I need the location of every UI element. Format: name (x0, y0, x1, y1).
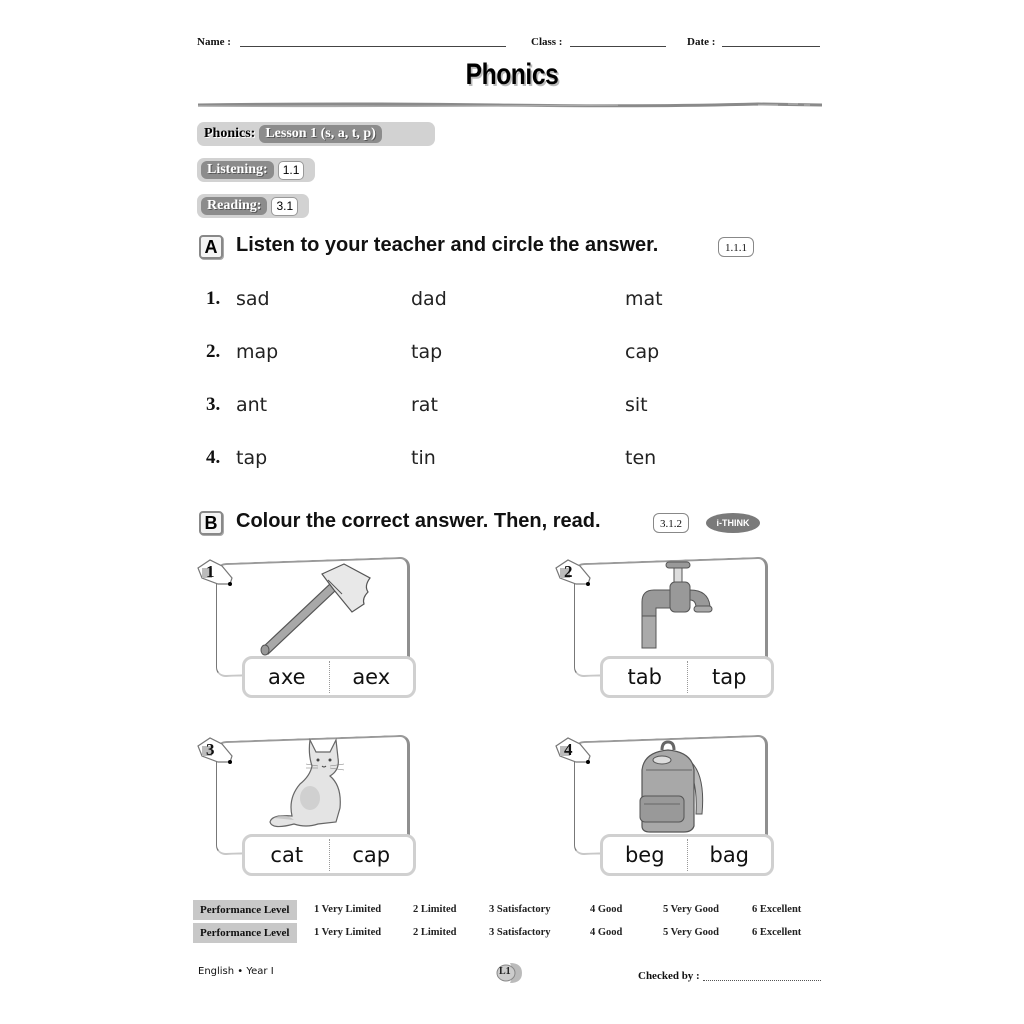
number-tag-icon (196, 736, 236, 766)
performance-level[interactable]: 3 Satisfactory (489, 904, 551, 915)
performance-level[interactable]: 2 Limited (413, 927, 457, 938)
checked-by-field[interactable] (703, 980, 821, 981)
page-title: Phonics (465, 58, 559, 91)
picture-card-4 (554, 730, 774, 880)
page-code-badge (496, 962, 524, 984)
performance-level[interactable]: 5 Very Good (663, 927, 720, 938)
answer-option[interactable]: cat (270, 843, 304, 867)
performance-label: Performance Level (193, 900, 297, 920)
phonics-badge (197, 122, 435, 146)
subject-label: English • Year I (198, 966, 274, 977)
date-label: Date : (687, 36, 716, 48)
section-a-code: 1.1.1 (718, 237, 754, 257)
word-option[interactable]: rat (411, 394, 438, 416)
number-tag-icon (196, 558, 236, 588)
answer-option[interactable]: tab (627, 665, 662, 689)
name-label: Name : (197, 36, 231, 48)
class-label: Class : (531, 36, 563, 48)
reading-code: 3.1 (271, 197, 298, 216)
word-option[interactable]: tap (236, 447, 268, 469)
word-row (0, 447, 1024, 475)
checked-by-label: Checked by : (638, 970, 700, 982)
answer-box (242, 656, 416, 698)
performance-level[interactable]: 5 Very Good (663, 904, 720, 915)
performance-level[interactable]: 4 Good (590, 927, 623, 938)
answer-option[interactable]: axe (267, 665, 306, 689)
reading-badge (197, 194, 309, 218)
card-number: 4 (564, 740, 573, 759)
section-a-letter: A (199, 235, 223, 259)
performance-level[interactable]: 1 Very Limited (314, 904, 382, 915)
word-option[interactable]: ant (236, 394, 268, 416)
row-number: 4. (206, 447, 221, 468)
listening-badge (197, 158, 315, 182)
word-option[interactable]: mat (625, 288, 663, 310)
word-row (0, 288, 1024, 316)
word-option[interactable]: tin (411, 447, 436, 469)
performance-level[interactable]: 3 Satisfactory (489, 927, 551, 938)
number-tag-icon (554, 736, 594, 766)
performance-level[interactable]: 6 Excellent (752, 904, 802, 915)
axe-icon (252, 556, 372, 656)
answer-option[interactable]: bag (709, 843, 750, 867)
class-field[interactable] (570, 46, 666, 47)
brush-divider (198, 102, 822, 108)
card-number: 2 (564, 562, 573, 581)
word-option[interactable]: map (236, 341, 279, 363)
answer-box (600, 834, 774, 876)
word-option[interactable]: sad (236, 288, 270, 310)
bag-icon (636, 740, 712, 834)
answer-option[interactable]: tap (712, 665, 747, 689)
answer-option[interactable]: cap (352, 843, 391, 867)
word-row (0, 394, 1024, 422)
answer-option[interactable]: aex (352, 665, 391, 689)
section-b-instruction: Colour the correct answer. Then, read. (236, 510, 601, 532)
picture-card-3 (196, 730, 416, 880)
date-field[interactable] (722, 46, 820, 47)
section-b-letter: B (199, 511, 223, 535)
word-row (0, 341, 1024, 369)
listening-code: 1.1 (278, 161, 305, 180)
tap-icon (634, 560, 724, 652)
performance-row (193, 900, 823, 920)
performance-label: Performance Level (193, 923, 297, 943)
phonics-badge-label: Phonics: (204, 126, 256, 141)
word-option[interactable]: dad (411, 288, 447, 310)
number-tag-icon (554, 558, 594, 588)
row-number: 3. (206, 394, 221, 415)
row-number: 1. (206, 288, 221, 309)
name-field[interactable] (240, 46, 506, 47)
section-a-instruction: Listen to your teacher and circle the answer. (236, 234, 659, 256)
answer-box (600, 656, 774, 698)
lesson-label: Lesson 1 (s, a, t, p) (259, 125, 381, 143)
performance-row (193, 923, 823, 943)
word-option[interactable]: sit (625, 394, 648, 416)
performance-level[interactable]: 1 Very Limited (314, 927, 382, 938)
word-option[interactable]: tap (411, 341, 443, 363)
card-number: 1 (206, 562, 215, 581)
reading-label: Reading: (201, 197, 267, 215)
picture-card-2 (554, 552, 774, 702)
listening-label: Listening: (201, 161, 274, 179)
answer-box (242, 834, 416, 876)
picture-card-1 (196, 552, 416, 702)
word-option[interactable]: ten (625, 447, 657, 469)
page-code: L1 (499, 966, 511, 977)
ithink-badge: i-THINK (706, 513, 760, 533)
row-number: 2. (206, 341, 221, 362)
card-number: 3 (206, 740, 215, 759)
performance-level[interactable]: 2 Limited (413, 904, 457, 915)
performance-level[interactable]: 6 Excellent (752, 927, 802, 938)
word-option[interactable]: cap (625, 341, 660, 363)
performance-level[interactable]: 4 Good (590, 904, 623, 915)
cat-icon (266, 736, 356, 834)
section-b-code: 3.1.2 (653, 513, 689, 533)
answer-option[interactable]: beg (624, 843, 665, 867)
